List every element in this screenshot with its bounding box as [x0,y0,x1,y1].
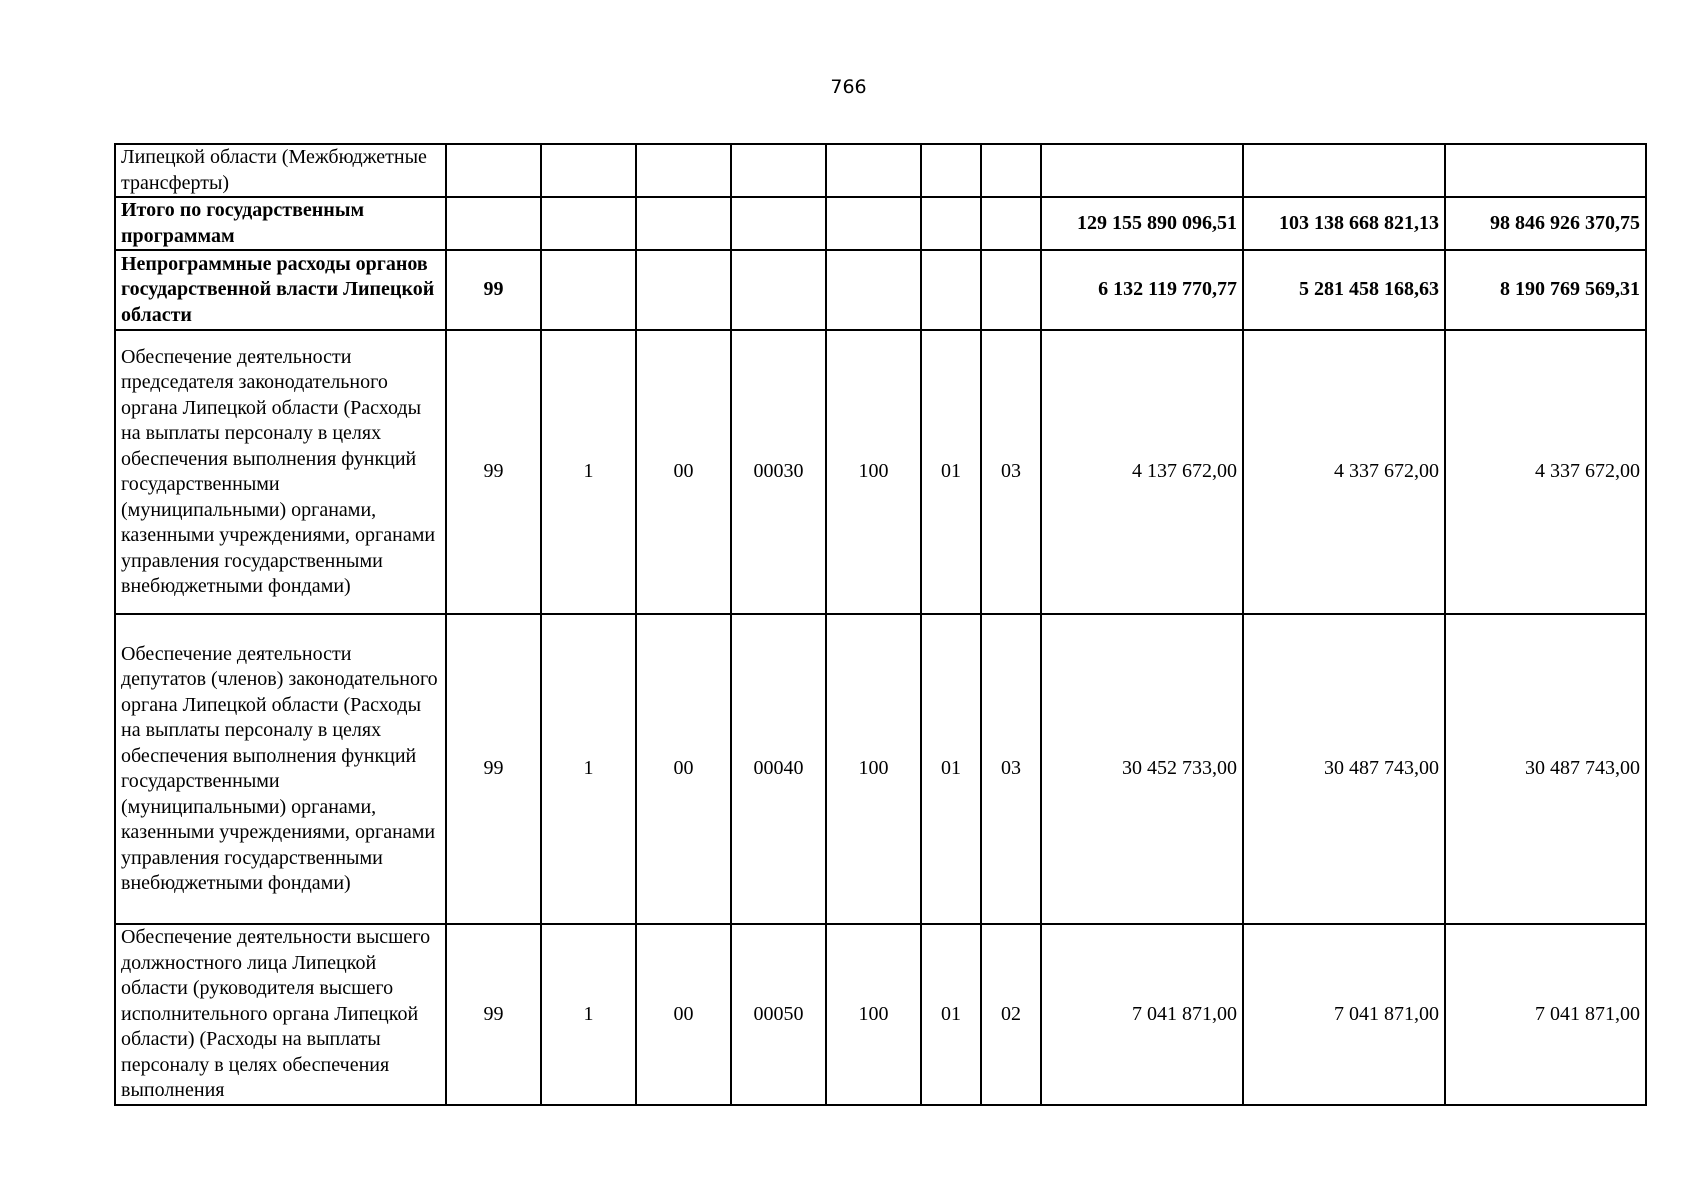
code-cell [636,250,731,330]
code-cell: 1 [541,330,636,614]
amount-cell [1243,144,1445,197]
code-cell [981,144,1041,197]
code-cell: 00040 [731,614,826,924]
table-row [115,924,1646,1105]
code-cell [731,144,826,197]
amount-cell: 7 041 871,00 [1041,924,1243,1105]
code-cell [636,197,731,250]
code-cell [731,250,826,330]
code-cell [446,197,541,250]
row-name: Липецкой области (Межбюджетные трансферты) [115,144,446,197]
code-cell: 100 [826,330,921,614]
code-cell: 100 [826,614,921,924]
code-cell: 1 [541,924,636,1105]
code-cell: 99 [446,924,541,1105]
table-row [115,330,1646,614]
code-cell: 03 [981,330,1041,614]
code-cell [446,144,541,197]
code-cell [826,197,921,250]
page-number: 766 [830,76,867,98]
code-cell [826,144,921,197]
budget-table [114,143,1647,1106]
code-cell [541,197,636,250]
row-name: Обеспечение деятельности председателя законодательного органа Липецкой области (Расходы на выплаты персоналу в целях обеспечения выполнения функций государственными (муниципальными) органами, казенными учреждениями, органами управления государственными внебюджетными фондами) [115,330,446,614]
table-row-section [115,250,1646,330]
amount-cell: 103 138 668 821,13 [1243,197,1445,250]
code-cell [981,197,1041,250]
amount-cell: 7 041 871,00 [1243,924,1445,1105]
code-cell: 00 [636,924,731,1105]
code-cell [541,250,636,330]
code-cell [921,144,981,197]
table-row-total [115,197,1646,250]
code-cell [921,250,981,330]
code-cell [541,144,636,197]
amount-cell: 8 190 769 569,31 [1445,250,1646,330]
amount-cell: 6 132 119 770,77 [1041,250,1243,330]
amount-cell: 30 487 743,00 [1243,614,1445,924]
row-name: Обеспечение деятельности депутатов (членов) законодательного органа Липецкой области (Расходы на выплаты персоналу в целях обеспечения выполнения функций государственными (муниципальными) органами, казенными учреждениями, органами управления государственными внебюджетными фондами) [115,614,446,924]
code-cell [921,197,981,250]
code-cell: 01 [921,614,981,924]
code-cell: 00 [636,330,731,614]
code-cell: 00 [636,614,731,924]
code-cell: 00050 [731,924,826,1105]
amount-cell: 30 452 733,00 [1041,614,1243,924]
code-cell: 01 [921,330,981,614]
amount-cell: 30 487 743,00 [1445,614,1646,924]
code-cell [636,144,731,197]
amount-cell: 4 337 672,00 [1243,330,1445,614]
amount-cell [1041,144,1243,197]
code-cell [826,250,921,330]
code-cell: 01 [921,924,981,1105]
code-cell: 99 [446,614,541,924]
amount-cell: 4 337 672,00 [1445,330,1646,614]
code-cell: 03 [981,614,1041,924]
amount-cell: 5 281 458 168,63 [1243,250,1445,330]
table-row [115,144,1646,197]
amount-cell [1445,144,1646,197]
code-cell: 99 [446,330,541,614]
row-name: Итого по государственным программам [115,197,446,250]
code-cell [981,250,1041,330]
code-cell: 1 [541,614,636,924]
row-name: Непрограммные расходы органов государственной власти Липецкой области [115,250,446,330]
amount-cell: 7 041 871,00 [1445,924,1646,1105]
code-cell [731,197,826,250]
row-name: Обеспечение деятельности высшего должностного лица Липецкой области (руководителя высшего исполнительного органа Липецкой области) (Расходы на выплаты персоналу в целях обеспечения выполнения [115,924,446,1105]
amount-cell: 98 846 926 370,75 [1445,197,1646,250]
code-cell: 99 [446,250,541,330]
code-cell: 100 [826,924,921,1105]
code-cell: 00030 [731,330,826,614]
code-cell: 02 [981,924,1041,1105]
amount-cell: 4 137 672,00 [1041,330,1243,614]
table-row [115,614,1646,924]
amount-cell: 129 155 890 096,51 [1041,197,1243,250]
